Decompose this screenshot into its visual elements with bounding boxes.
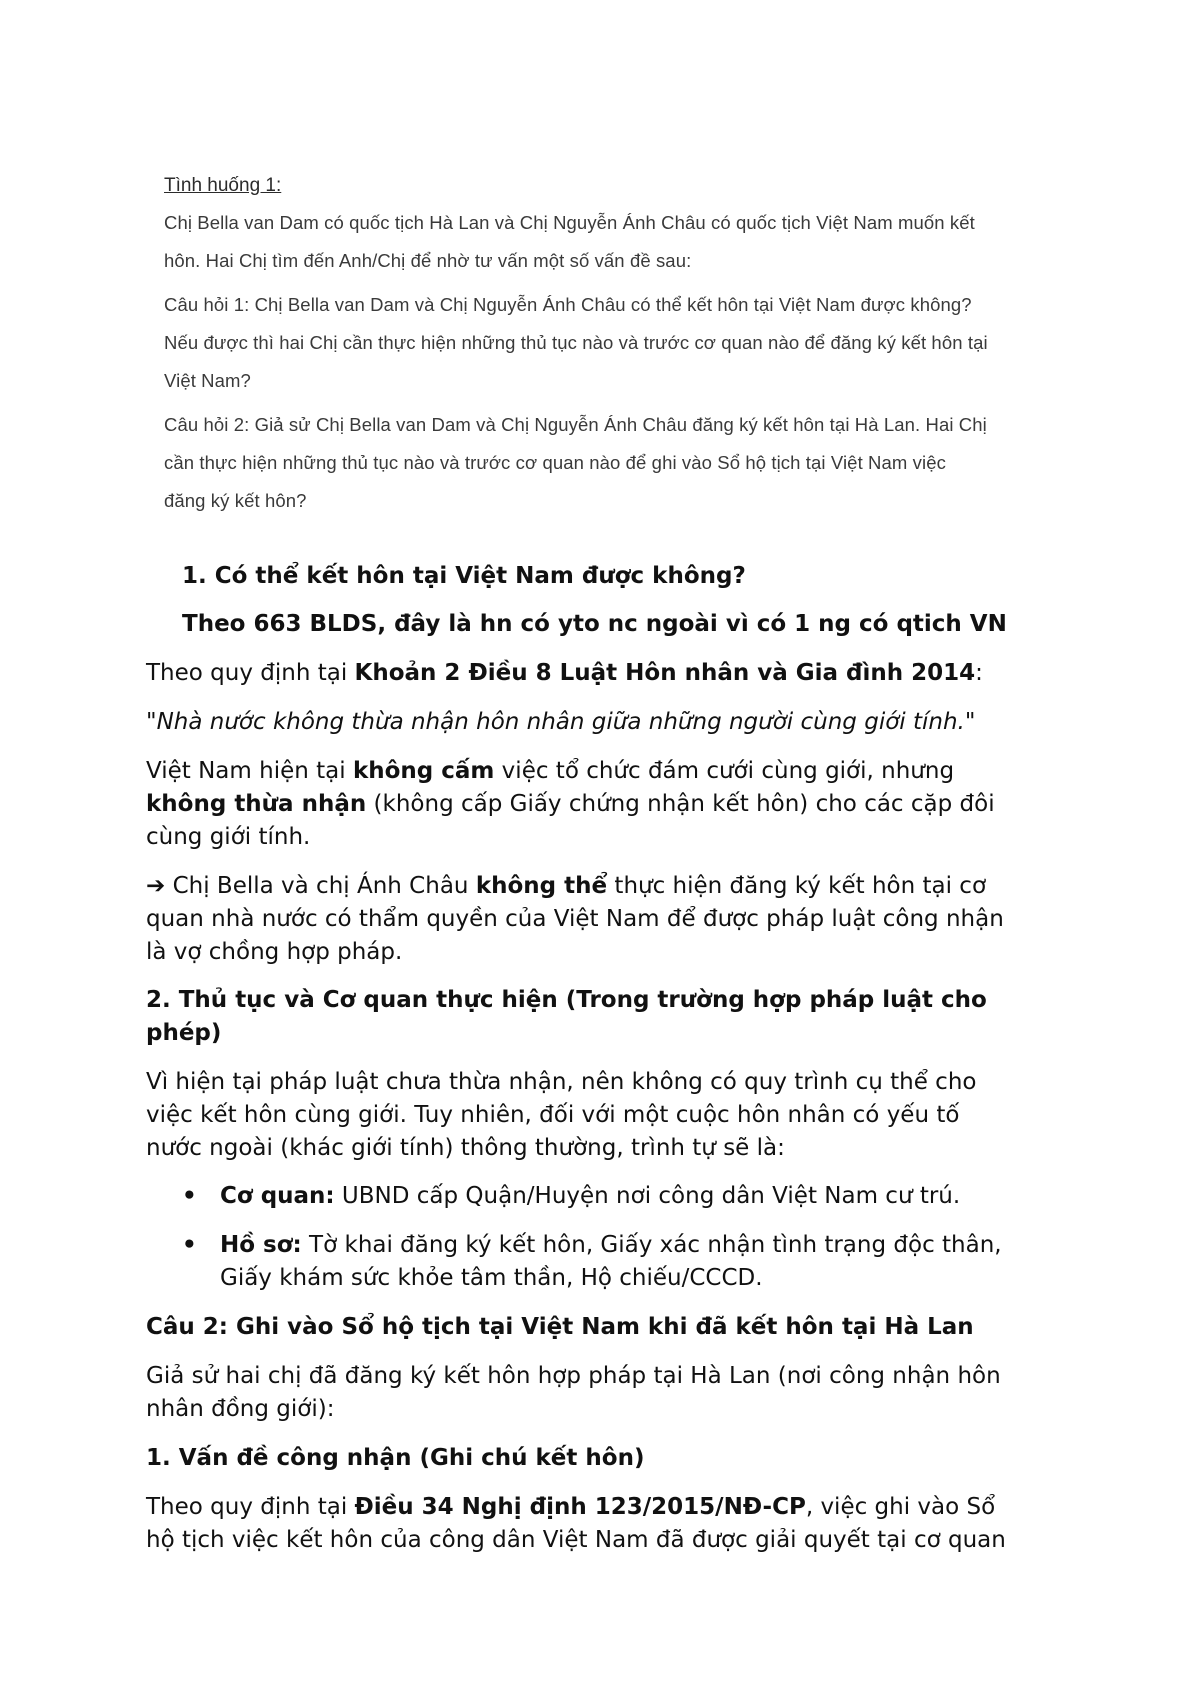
paragraph-law-reference: Theo quy định tại Khoản 2 Điều 8 Luật Hôn nhân và Gia đình 2014: [146,660,983,686]
scan-line: Chị Bella van Dam có quốc tịch Hà Lan và Chị Nguyễn Ánh Châu có quốc tịch Việt Nam muốn kết [164,212,975,233]
recognition-subheading: 1. Vấn đề công nhận (Ghi chú kết hôn) [146,1445,645,1471]
scan-line: Nếu được thì hai Chị cần thực hiện những thủ tục nào và trước cơ quan nào để đăng ký kết hôn tại [164,332,988,353]
paragraph-procedure: Vì hiện tại pháp luật chưa thừa nhận, nên không có quy trình cụ thể cho việc kết hôn cùng giới. Tuy nhiên, đối với một cuộc hôn nhân có yếu tố nước ngoài (khác giới tính) thông thường, trình tự sẽ là: [146,1069,977,1161]
scan-line: Việt Nam? [164,370,251,391]
scan-line: cần thực hiện những thủ tục nào và trước cơ quan nào để ghi vào Sổ hộ tịch tại Việt Nam việc [164,452,946,473]
scan-line: Câu hỏi 1: Chị Bella van Dam và Chị Nguyễn Ánh Châu có thể kết hôn tại Việt Nam được không? [164,294,972,315]
decree-citation: Điều 34 Nghị định 123/2015/NĐ-CP [354,1494,806,1520]
scan-title: Tình huống 1: [164,175,282,196]
scan-line: Câu hỏi 2: Giả sử Chị Bella van Dam và Chị Nguyễn Ánh Châu đăng ký kết hôn tại Hà Lan. Hai Chị [164,414,987,435]
section-1-note: Theo 663 BLDS, đây là hn có yto nc ngoài vì có 1 ng có qtich VN [182,611,1007,637]
section-2-heading: 2. Thủ tục và Cơ quan thực hiện (Trong trường hợp pháp luật cho phép) [146,987,987,1046]
bullet-item-agency: • Cơ quan: UBND cấp Quận/Huyện nơi công dân Việt Nam cư trú. [146,1180,1076,1213]
bullet-icon: • [182,1183,197,1209]
bullet-icon: • [182,1232,197,1258]
case-scan-image [150,148,1050,548]
law-quote: "Nhà nước không thừa nhận hôn nhân giữa những người cùng giới tính." [146,709,976,735]
question-2-heading: Câu 2: Ghi vào Sổ hộ tịch tại Việt Nam khi đã kết hôn tại Hà Lan [146,1314,974,1340]
law-citation: Khoản 2 Điều 8 Luật Hôn nhân và Gia đình 2014 [354,660,976,686]
scan-line: đăng ký kết hôn? [164,490,307,511]
paragraph-vietnam-status: Việt Nam hiện tại không cấm việc tổ chức đám cưới cùng giới, nhưng không thừa nhận (không cấp Giấy chứng nhận kết hôn) cho các cặp đôi cùng giới tính. [146,758,995,850]
section-1-heading: 1. Có thể kết hôn tại Việt Nam được không? [182,563,746,589]
paragraph-assumption: Giả sử hai chị đã đăng ký kết hôn hợp pháp tại Hà Lan (nơi công nhận hôn nhân đồng giới): [146,1363,1001,1422]
paragraph-conclusion: ➔ Chị Bella và chị Ánh Châu không thể thực hiện đăng ký kết hôn tại cơ quan nhà nước có thẩm quyền của Việt Nam để được pháp luật công nhận là vợ chồng hợp pháp. [146,873,1004,965]
arrow-icon: ➔ [146,873,166,899]
bullet-item-documents: • Hồ sơ: Tờ khai đăng ký kết hôn, Giấy xác nhận tình trạng độc thân, Giấy khám sức khỏe tâm thần, Hộ chiếu/CCCD. [146,1229,1076,1295]
paragraph-decree-reference: Theo quy định tại Điều 34 Nghị định 123/2015/NĐ-CP, việc ghi vào Sổ hộ tịch việc kết hôn của công dân Việt Nam đã được giải quyết tại cơ quan [146,1494,1006,1553]
scan-line: hôn. Hai Chị tìm đến Anh/Chị để nhờ tư vấn một số vấn đề sau: [164,250,692,271]
